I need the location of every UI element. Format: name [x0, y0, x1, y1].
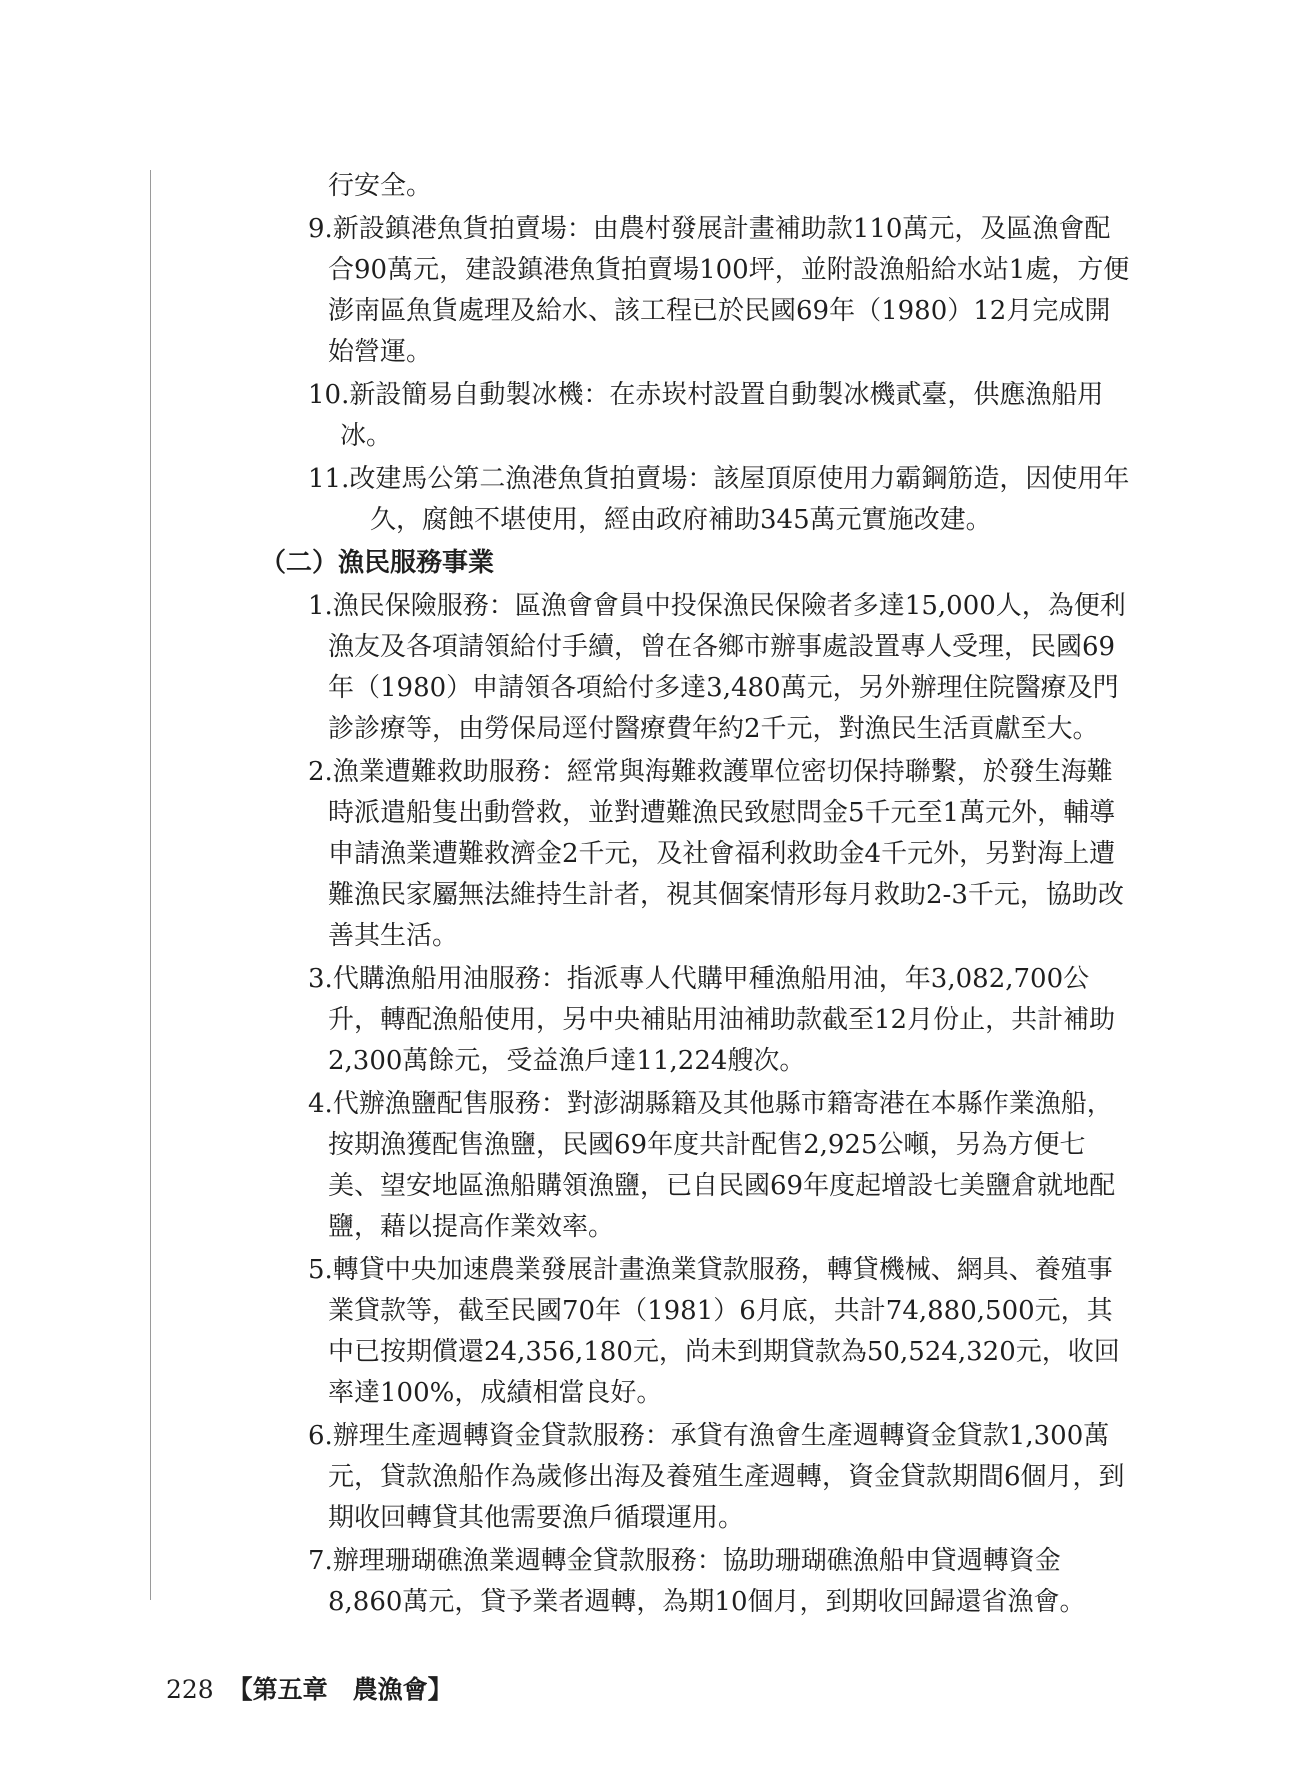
page-footer [166, 1670, 453, 1706]
page-number: 228 [166, 1675, 214, 1704]
margin-rule [150, 170, 151, 1600]
list-item-6: 6.辦理生產週轉資金貸款服務：承貸有漁會生產週轉資金貸款1,300萬元，貸款漁船作為歲修出海及養殖生產週轉，資金貸款期間6個月，到期收回轉貸其他需要漁戶循環運用。 [308, 1421, 1125, 1533]
list-item-3: 3.代購漁船用油服務：指派專人代購甲種漁船用油，年3,082,700公升，轉配漁船使用，另中央補貼用油補助款截至12月份止，共計補助2,300萬餘元，受益漁戶達11,224艘次。 [308, 964, 1116, 1076]
list-item-7: 7.辦理珊瑚礁漁業週轉金貸款服務：協助珊瑚礁漁船申貸週轉資金8,860萬元，貸予業者週轉，為期10個月，到期收回歸還省漁會。 [308, 1546, 1086, 1617]
chapter-title: 【第五章 農漁會】 [227, 1675, 453, 1704]
section-heading: （二）漁民服務事業 [260, 548, 495, 578]
list-item-9: 9.新設鎮港魚貨拍賣場：由農村發展計畫補助款110萬元，及區漁會配合90萬元，建設鎮港魚貨拍賣場100坪，並附設漁船給水站1處，方便澎南區魚貨處理及給水、該工程已於民國69年（1980）12月完成開始營運。 [308, 214, 1130, 367]
list-item-2: 2.漁業遭難救助服務：經常與海難救護單位密切保持聯繫，於發生海難時派遣船隻出動營救，並對遭難漁民致慰問金5千元至1萬元外，輔導申請漁業遭難救濟金2千元，及社會福利救助金4千元外，另對海上遭難漁民家屬無法維持生計者，視其個案情形每月救助2-3千元，協助改善其生活。 [308, 757, 1124, 951]
list-item-1: 1.漁民保險服務：區漁會會員中投保漁民保險者多達15,000人，為便利漁友及各項請領給付手續，曾在各鄉市辦事處設置專人受理，民國69年（1980）申請領各項給付多達3,480萬元，另外辦理住院醫療及門診診療等，由勞保局逕付醫療費年約2千元，對漁民生活貢獻至大。 [308, 591, 1126, 744]
list-item-5: 5.轉貸中央加速農業發展計畫漁業貸款服務，轉貸機械、網具、養殖事業貸款等，截至民國70年（1981）6月底，共計74,880,500元，其中已按期償還24,356,180元，尚未到期貸款為50,524,320元，收回率達100%，成績相當良好。 [308, 1255, 1120, 1408]
list-item-4: 4.代辦漁鹽配售服務：對澎湖縣籍及其他縣市籍寄港在本縣作業漁船，按期漁獲配售漁鹽，民國69年度共計配售2,925公噸，另為方便七美、望安地區漁船購領漁鹽，已自民國69年度起增設七美鹽倉就地配鹽，藉以提高作業效率。 [308, 1089, 1116, 1242]
page-body [230, 166, 1130, 1623]
list-item-10: 10.新設簡易自動製冰機：在赤崁村設置自動製冰機貳臺，供應漁船用冰。 [308, 380, 1104, 451]
list-item-11: 11.改建馬公第二漁港魚貨拍賣場：該屋頂原使用力霸鋼筋造，因使用年久，腐蝕不堪使用，經由政府補助345萬元實施改建。 [308, 464, 1130, 535]
paragraph-continuation: 行安全。 [328, 171, 433, 201]
